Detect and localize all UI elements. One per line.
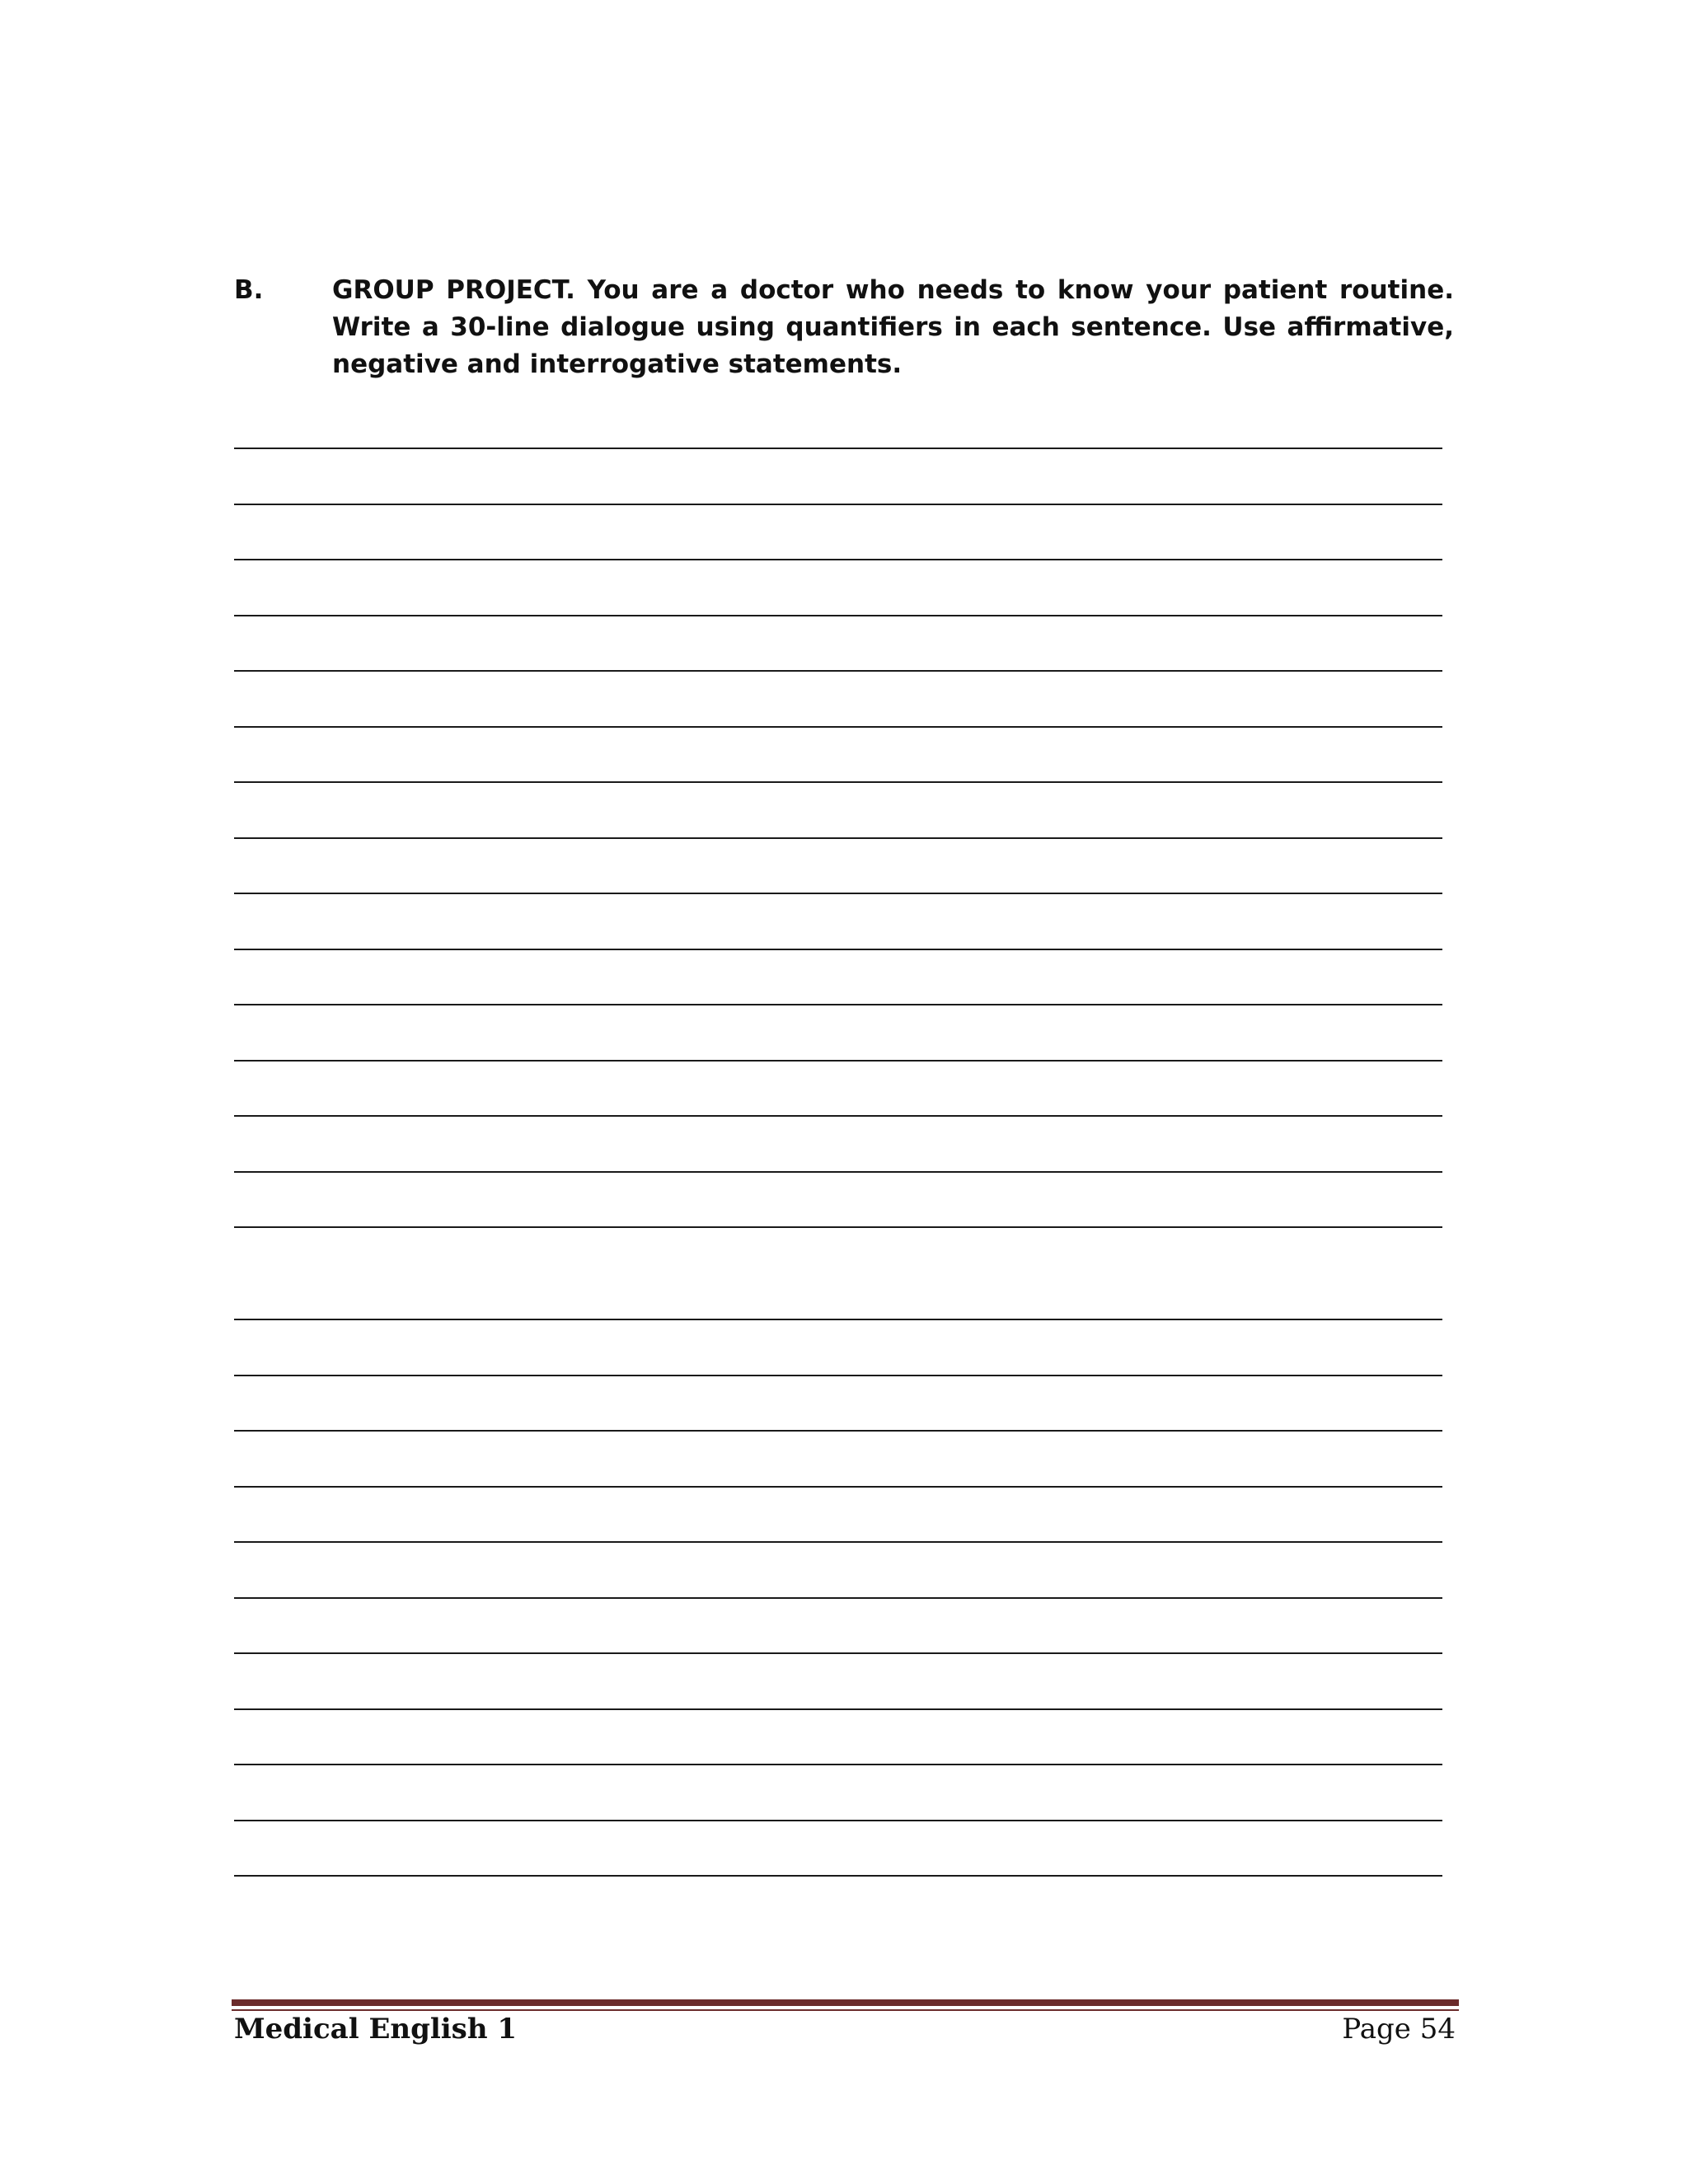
answer-line xyxy=(234,615,1442,616)
answer-line xyxy=(234,1171,1442,1173)
answer-line xyxy=(234,1430,1442,1432)
answer-line xyxy=(234,1708,1442,1710)
answer-line xyxy=(234,1652,1442,1654)
answer-line xyxy=(234,781,1442,783)
answer-line xyxy=(234,1764,1442,1765)
answer-line xyxy=(234,1319,1442,1320)
answer-line xyxy=(234,1597,1442,1599)
answer-line xyxy=(234,1004,1442,1005)
answer-line xyxy=(234,949,1442,950)
footer-rule-thin xyxy=(232,2009,1459,2011)
instruction-text: GROUP PROJECT. You are a doctor who needs to know your patient routine. Write a 30-line dialogue using quantifiers in each sentence. Use affirmative, negative and interrogative statements. xyxy=(332,275,1454,379)
answer-line xyxy=(234,1375,1442,1376)
answer-line xyxy=(234,893,1442,894)
answer-line xyxy=(234,726,1442,728)
answer-line xyxy=(234,504,1442,505)
answer-line xyxy=(234,1060,1442,1062)
answer-line xyxy=(234,1875,1442,1877)
answer-line xyxy=(234,448,1442,449)
group-project-instruction xyxy=(234,272,1454,383)
answer-line xyxy=(234,670,1442,672)
answer-line xyxy=(234,1226,1442,1228)
section-label: B. xyxy=(234,275,264,305)
answer-line xyxy=(234,1486,1442,1488)
answer-line xyxy=(234,837,1442,839)
footer-rule xyxy=(232,1999,1459,2006)
answer-line xyxy=(234,559,1442,560)
answer-line xyxy=(234,1541,1442,1543)
footer-page-number: Page 54 xyxy=(1342,2013,1456,2046)
footer-title: Medical English 1 xyxy=(234,2013,518,2046)
answer-line xyxy=(234,1820,1442,1821)
answer-line xyxy=(234,1115,1442,1117)
